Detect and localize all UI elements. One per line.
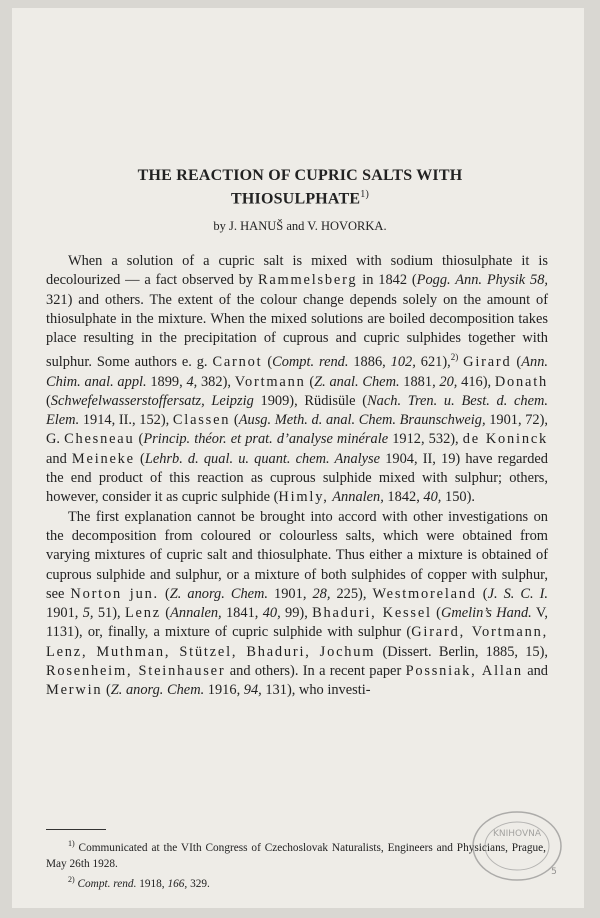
author-name: Bhaduri, Kessel [312,605,432,622]
citation-volume: 102, [390,354,416,371]
author-name: Chesneau [64,431,135,448]
author-name: Merwin [46,682,103,699]
p2-text: ( [102,682,111,699]
p1-text: 1909), Rüdisüle ( [253,392,368,409]
p1-text: ( [46,392,51,409]
citation: Gmelin’s Hand. [440,605,532,622]
title-line-2-text: THIOSULPHATE [231,190,361,208]
p1-text: 1914, II., 152), [79,412,173,429]
footnote-citation: Compt. rend. [77,877,137,890]
author-name: Carnot [212,354,263,371]
stamp-label: KNIHOVNA [492,829,542,839]
p2-text: The first explanation cannot be brought into accord with other investigations on the decomposition from coloured or colourless salts, which were obtained from varying mixtures of cupric salt and thiosulphate. Thus either a mixture is obtained of cuprous sulphide and sulphur, or a mixture of both sulphides of copper with sulphur, see [46,508,548,602]
citation: Compt. rend. [272,354,349,371]
citation-volume: 4, [186,373,198,390]
article-title [0,166,600,208]
footnote-text: 1918, [136,877,168,890]
paragraph-1 [46,252,548,508]
author-name: Norton jun. [70,585,159,602]
citation: Z. anal. Chem. [314,373,400,390]
author-name: Girard, Vortmann, Lenz, Muthman, Stützel, Bhaduri, Jochum [46,624,548,660]
citation: Schwefelwasserstoffersatz, Leipzig [50,392,254,409]
author-byline: by J. HANUŠ and V. HOVORKA. [213,219,387,233]
citation-volume: 28, [312,585,331,602]
p1-text: 150). [441,489,475,506]
p1-text: When a solution of a cupric salt is mixed with sodium thiosulphate it is decolourized — a fact observed by [46,253,548,289]
citation: Princip. théor. et prat. d’analyse minérale [143,431,389,448]
p1-text: 621), [415,354,451,371]
citation: Annalen, [332,489,384,506]
p1-text: 1886, [348,354,391,371]
citation-volume: 20, [439,373,458,390]
footnote-text: 329. [187,877,210,890]
p2-text: 225), [330,585,373,602]
p2-text: and [522,663,548,680]
p1-text: 382), [197,373,235,390]
citation: Nach. Tren. u. Best. d. chem. Elem. [46,392,548,429]
p2-text: 1901, [268,585,313,602]
citation: J. S. C. I. [487,585,549,602]
p1-text: 1901, 72), G. [46,412,548,448]
p2-text: (Dissert. Berlin, 1885, 15), [375,643,548,660]
p1-text: ( [262,354,273,371]
p1-text: 1881, [399,373,440,390]
citation: Z. anorg. Chem. [169,585,269,602]
author-name: Rammelsberg [257,272,358,289]
p1-text: ( [134,431,144,448]
author-name: Vortmann [234,373,306,390]
library-stamp [462,806,572,886]
article-body [46,252,548,701]
p1-text: 1904, II, 19) have regarded the end product of this reaction as cuprous sulphide mixed with sulphur; others, however, consider it as cupric sulphide ( [46,450,548,506]
paragraph-2 [46,508,548,701]
p1-text: 1912, 532), [388,431,463,448]
footnote-volume: 166, [167,877,188,890]
stamp-number: 5 [551,867,557,877]
footnote-text: Communicated at the VIth Congress of Czechoslovak Naturalists, Engineers and Physicians, Prague, May 26th 1928. [46,841,547,870]
citation-volume: 5, [82,605,94,622]
title-footnote-mark: 1) [360,189,369,200]
citation: Lehrb. d. qual. u. quant. chem. Analyse [144,450,381,467]
p1-text: 321) and others. The extent of the colour change depends solely on the amount of thiosulphate in the mixture. When the mixed solutions are boiled decomposition takes place resulting in the precipitation of cuprous and cupric sulphides together with sulphur. Some authors e. g. [46,291,548,371]
p2-text: 1841, [221,605,263,622]
title-line-1: THE REACTION OF CUPRIC SALTS WITH [137,167,463,184]
title-line-2 [0,185,600,208]
p1-text: in 1842 ( [357,272,417,289]
p1-text: ( [230,412,239,429]
citation: Ausg. Meth. d. anal. Chem. Braunschweig, [238,412,486,429]
p2-text: 1916, [204,682,244,699]
author-name: Westmoreland [372,585,477,602]
p2-text: 51), [93,605,125,622]
citation: Z. anorg. Chem. [110,682,205,699]
footnote-mark: 1) [68,839,75,848]
p1-text: 1899, [146,373,187,390]
p2-text: 1901, [46,605,83,622]
p1-text: ( [134,450,145,467]
citation-volume: 40, [262,605,281,622]
footnote-mark: 2) [68,874,75,884]
p2-text: ( [431,605,441,622]
author-name: Donath [494,373,549,390]
citation: Annalen, [170,605,222,622]
p2-text: and others). In a recent paper [225,663,406,680]
author-name: Himly, [278,489,329,506]
author-name: Lenz [124,605,161,622]
author-name: Girard [463,354,512,371]
citation: Ann. Chim. anal. appl. [46,354,548,390]
author-name: de Koninck [462,431,549,448]
p1-text: ( [305,373,315,390]
author-name: Meineke [71,450,135,467]
citation: Pogg. Ann. Physik 58, [416,272,548,289]
citation-volume: 94, [243,682,262,699]
footnote-rule [46,829,106,830]
p2-text: ( [476,585,488,602]
p1-text: and [46,450,72,467]
p2-text: ( [158,585,170,602]
author-name: Classen [172,412,231,429]
p2-text: 131), who investi- [261,682,371,699]
author-name: Possniak, Allan [405,663,523,680]
citation-volume: 40, [423,489,442,506]
p2-text: V, 1131), or, finally, a mixture of cupric sulphide with sulphur ( [46,605,548,641]
author-name: Rosenheim, Steinhauser [46,663,226,680]
p1-text: 1842, [383,489,424,506]
p2-text: ( [160,605,171,622]
footnote-ref: 2) [450,352,459,363]
p2-text: 99), [280,605,313,622]
p1-text: 416), [457,373,495,390]
p1-text: ( [511,354,522,371]
